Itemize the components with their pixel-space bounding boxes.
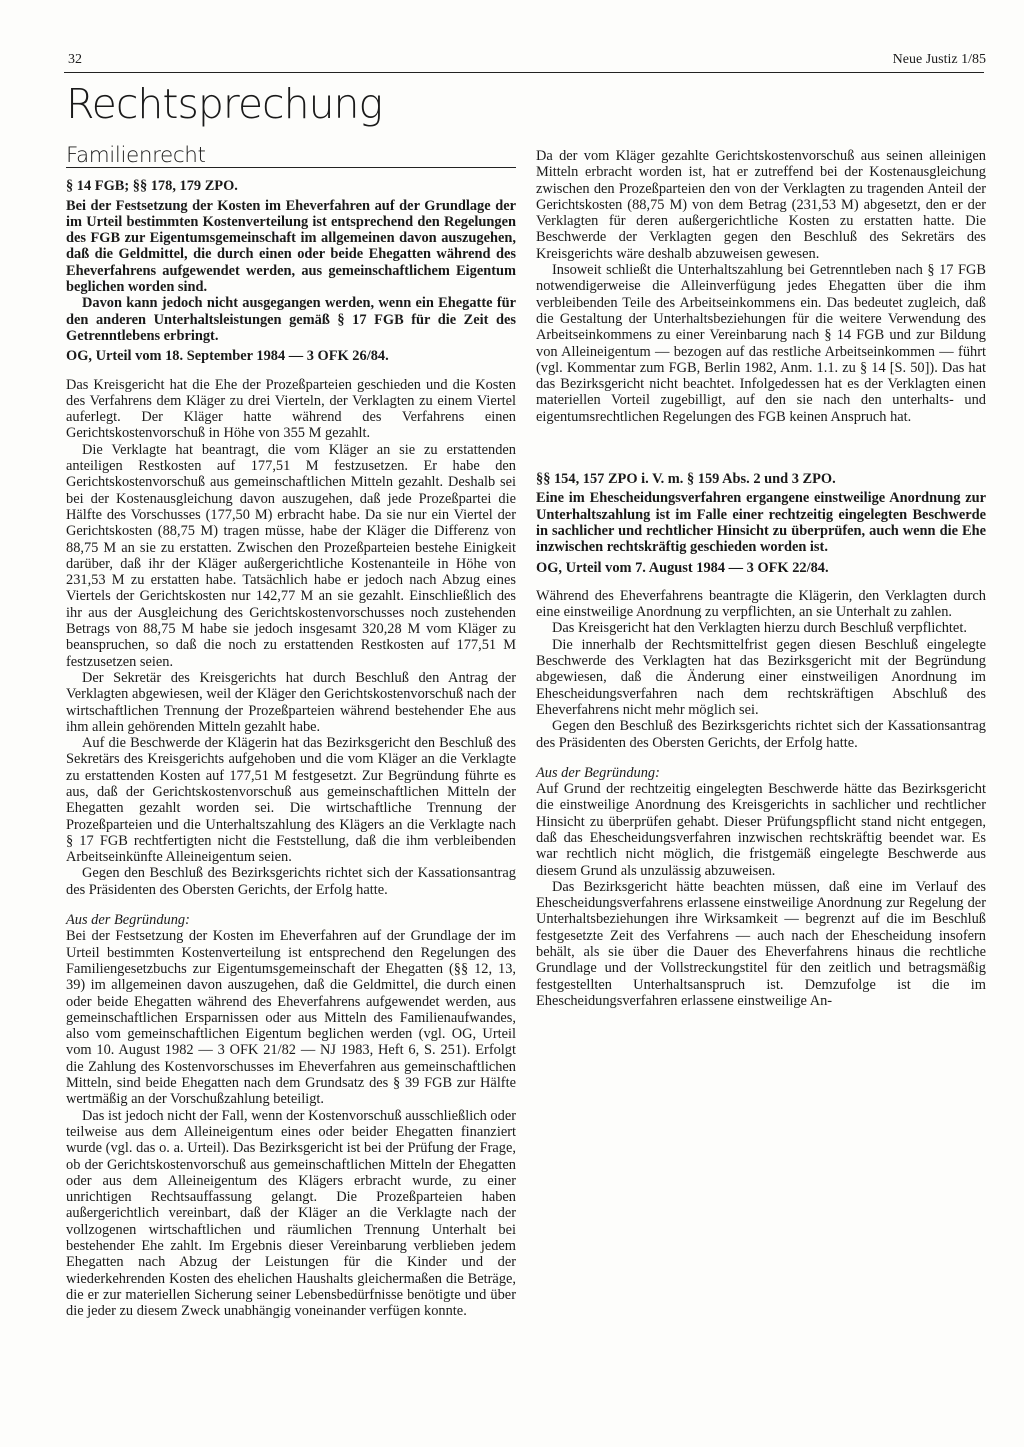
case1-facts-paragraph: Die Verklagte hat beantragt, die vom Kläger an sie zu erstattenden anteiligen Restkosten auf 177,51 M festzusetzen. Er habe den Gerichtskostenvorschuß aus gemeinschaftlichen Mitteln gezahlt. Deshalb sei bei der Kostenausgleichung davon auszugehen, daß jede Prozeßpartei die Hälfte des Vorschusses (177,50 M) erbracht habe. Da sie nur ein Viertel der Gerichtskosten (88,75 M) tragen müsse, habe der Kläger die Differenz von 88,75 M an sie zu erstatten. Zwischen den Prozeßparteien bestehe Einigkeit darüber, daß ihr der Kläger außergerichtliche Kostenanteile in Höhe von 231,53 M zu erstatten habe. Tatsächlich habe er jedoch nach Abzug eines Viertels der Gerichtskosten nur 142,77 M an sie gezahlt. Einschließlich des ihr aus der Ausgleichung des Gerichtskostenvorschusses noch zustehenden Betrags von 88,75 M habe sie jedoch insgesamt 320,28 M vom Kläger zu beanspruchen, so daß die noch zu erstattenden Restkosten auf 177,51 M festzusetzen seien. <box>66 441 516 670</box>
case1-facts-paragraph: Gegen den Beschluß des Bezirksgerichts richtet sich der Kassationsantrag des Präsidenten des Obersten Gerichts, der Erfolg hatte. <box>66 865 516 898</box>
case1-reasons-paragraph: Das ist jedoch nicht der Fall, wenn der Kostenvorschuß ausschließlich oder teilweise aus dem Alleineigentum eines oder beider Ehegatten finanziert wurde (vgl. das o. a. Urteil). Das Bezirksgericht ist bei der Prüfung der Frage, ob der Gerichtskostenvorschuß aus gemeinschaftlichen Mitteln der Ehegatten oder aus dem Alleineigentum des Klägers erbracht wurde, zu einer unrichtigen Rechtsauffassung gelangt. Die Prozeßparteien haben außergerichtlich vereinbart, daß der Kläger an die Verklagte nach der vollzogenen wirtschaftlichen und räumlichen Trennung Unterhalt bei bestehender Ehe zahlt. Im Ergebnis dieser Vereinbarung verblieben jedem Ehegatten nach Abzug der Leistungen für die Kinder und der wiederkehrenden Kosten des ehelichen Haushalts gleichermaßen die Beträge, die er zur materiellen Sicherung seiner Lebensbedürfnisse benötigte und über die jeder zu diesem Zweck unabhängig voneinander verfügen konnte. <box>66 1107 516 1320</box>
page-number: 32 <box>68 52 82 67</box>
case1-reasons-paragraph: Insoweit schließt die Unterhaltszahlung bei Getrenntleben nach § 17 FGB notwendigerweise die Alleinverfügung jedes Ehegatten über die ihm verbleibenden Teile des Arbeitseinkommens ein. Das bedeutet zugleich, daß die Gestaltung der Unterhaltsbeziehungen für die weitere Verwendung des Arbeitseinkommens zu einer Vereinbarung nach § 14 FGB und zur Bildung von Alleineigentum — bezogen auf das restliche Arbeitseinkommen — führt (vgl. Kommentar zum FGB, Berlin 1982, Anm. 1.1. zu § 14 [S. 50]). Das hat das Bezirksgericht nicht beachtet. Infolgedessen hat es der Verklagten einen materiellen Vorteil zugebilligt, auf den sie nach den unterhalts- und eigentumsrechtlichen Regelungen des FGB keinen Anspruch hat. <box>536 262 986 425</box>
right-column <box>536 148 986 1009</box>
case2-facts-paragraph: Gegen den Beschluß des Bezirksgerichts richtet sich der Kassationsantrag des Präsidenten des Obersten Gerichts, der Erfolg hatte. <box>536 718 986 751</box>
case1-leitsatz: Davon kann jedoch nicht ausgegangen werden, wenn ein Ehegatte für den anderen Unterhaltsleistungen gemäß § 17 FGB für die Zeit des Getrenntlebens erbringt. <box>66 295 516 344</box>
case1-norms: § 14 FGB; §§ 178, 179 ZPO. <box>66 178 238 195</box>
journal-issue: Neue Justiz 1/85 <box>892 52 986 67</box>
case2-norms: §§ 154, 157 ZPO i. V. m. § 159 Abs. 2 und 3 ZPO. <box>536 471 836 488</box>
case1-leitsatz: Bei der Festsetzung der Kosten im Eheverfahren auf der Grundlage der im Urteil bestimmten Kostenverteilung ist entsprechend den Regelungen des FGB zur Eigentumsgemeinschaft im allgemeinen davon auszugehen, daß die Geldmittel, die durch einen oder beide Ehegatten während des Eheverfahrens aufgewendet werden, aus gemeinschaftlichem Eigentum beglichen worden sind. <box>66 197 516 296</box>
case2-facts-paragraph: Die innerhalb der Rechtsmittelfrist gegen diesen Beschluß eingelegte Beschwerde des Verklagten hat das Bezirksgericht mit der Begründung abgewiesen, daß die Änderung einer einstweiligen Anordnung im Ehescheidungsverfahren nach dem rechtskräftigen Abschluß des Eheverfahrens nicht mehr möglich sei. <box>536 636 986 718</box>
case1-reasons-heading: Aus der Begründung: <box>66 912 190 929</box>
case2-facts-paragraph: Das Kreisgericht hat den Verklagten hierzu durch Beschluß verpflichtet. <box>552 620 967 637</box>
case2-reasons-paragraph: Das Bezirksgericht hätte beachten müssen, daß eine im Verlauf des Ehescheidungsverfahrens erlassene einstweilige Anordnung zur Regelung der Unterhaltsbeziehungen ihre Wirksamkeit — begrenzt auf die im Beschluß festgesetzte Zeit des Verfahrens — auch nach der Ehescheidung insofern behält, als sie über die Dauer des Eheverfahrens hinaus die rechtliche Grundlage und der Vollstreckungstitel für den zeitlich und betragsmäßig festgestellten Unterhaltsanspruch ist. Demzufolge ist die im Ehescheidungsverfahren erlassene einstweilige An- <box>536 878 986 1009</box>
case1-citation: OG, Urteil vom 18. September 1984 — 3 OFK 26/84. <box>66 348 389 365</box>
case1-facts-paragraph: Auf die Beschwerde der Klägerin hat das Bezirksgericht den Beschluß des Sekretärs des Kreisgerichts aufgehoben und die vom Kläger an die Verklagte zu erstattenden Kosten auf 177,51 M festgesetzt. Zur Begründung führte es aus, daß der Gerichtskostenvorschuß aus gemeinschaftlichen Mitteln der Ehegatten gezahlt worden sei. Die wirtschaftliche Trennung der Prozeßparteien und die Unterhaltszahlung des Klägers an die Verklagte nach § 17 FGB rechtfertigten nicht die Feststellung, daß die ihm verbleibenden Arbeitseinkünfte Alleineigentum seien. <box>66 735 516 866</box>
rubric-title: Rechtsprechung <box>66 80 383 128</box>
header-rule <box>64 72 984 73</box>
case-separator <box>536 425 986 471</box>
case2-facts-paragraph: Während des Eheverfahrens beantragte die Klägerin, den Verklagten durch eine einstweilige Anordnung zu verpflichten, an sie Unterhalt zu zahlen. <box>536 587 986 621</box>
case1-reasons-paragraph: Bei der Festsetzung der Kosten im Eheverfahren auf der Grundlage der im Urteil bestimmten Kostenverteilung ist entsprechend den Regelungen des Familiengesetzbuchs zur Eigentumsgemeinschaft der Ehegatten (§§ 12, 13, 39) im allgemeinen davon auszugehen, daß die Geldmittel, die durch einen oder beide Ehegatten während des Eheverfahrens aufgewendet werden, aus gemeinschaftlichen Ersparnissen oder aus Mitteln des Familienaufwandes, also vom gemeinschaftlichen Eigentum beglichen werden (vgl. OG, Urteil vom 10. August 1982 — 3 OFK 21/82 — NJ 1983, Heft 6, S. 251). Erfolgt die Zahlung des Kostenvorschusses im Eheverfahren aus gemeinschaftlichen Mitteln, sind beide Ehegatten nach dem Grundsatz des § 39 FGB zur Hälfte wertmäßig an der Vorschußzahlung beteiligt. <box>66 928 516 1108</box>
case1-reasons-paragraph: Da der vom Kläger gezahlte Gerichtskostenvorschuß aus seinen alleinigen Mitteln erbracht worden ist, hat er zutreffend bei der Kostenausgleichung zwischen den Prozeßparteien den von der Verklagten zu tragenden Anteil der Gerichtskosten (88,75 M) von dem Betrag (231,53 M) abgesetzt, den er der Verklagten für deren außergerichtliche Kosten zu erstatten hatte. Die Beschwerde der Verklagten gegen den Beschluß des Sekretärs des Kreisgerichts wäre deshalb abzuweisen gewesen. <box>536 148 986 262</box>
case1-facts-paragraph: Der Sekretär des Kreisgerichts hat durch Beschluß den Antrag der Verklagten abgewiesen, weil der Kläger den Gerichtskostenvorschuß nach der wirtschaftlichen Trennung der Prozeßparteien während bestehender Ehe aus ihm allein gehörenden Mitteln gezahlt habe. <box>66 669 516 735</box>
section-heading: Familienrecht <box>66 148 516 168</box>
case2-leitsatz: Eine im Ehescheidungsverfahren ergangene einstweilige Anordnung zur Unterhaltszahlung ist im Falle einer rechtzeitig eingelegten Beschwerde in sachlicher und rechtlicher Hinsicht zu überprüfen, auch wenn die Ehe inzwischen rechtskräftig geschieden worden ist. <box>536 490 986 556</box>
left-column <box>66 143 516 1320</box>
case1-facts-paragraph: Das Kreisgericht hat die Ehe der Prozeßparteien geschieden und die Kosten des Verfahrens dem Kläger zu drei Vierteln, der Verklagten zu einem Viertel auferlegt. Der Kläger hatte während des Verfahrens einen Gerichtskostenvorschuß in Höhe von 355 M gezahlt. <box>66 376 516 442</box>
case2-reasons-heading: Aus der Begründung: <box>536 764 660 781</box>
case2-reasons-paragraph: Auf Grund der rechtzeitig eingelegten Beschwerde hätte das Bezirksgericht die einstweilige Anordnung des Kreisgerichts in sachlicher und rechtlicher Hinsicht zu überprüfen gehabt. Dieser Prüfungspflicht stand nicht entgegen, daß das Ehescheidungsverfahren inzwischen rechtskräftig beendet war. Es war rechtlich nicht möglich, die fristgemäß eingelegte Beschwerde aus diesem Grund als unzulässig abzuweisen. <box>536 781 986 879</box>
case2-citation: OG, Urteil vom 7. August 1984 — 3 OFK 22/84. <box>536 559 829 576</box>
